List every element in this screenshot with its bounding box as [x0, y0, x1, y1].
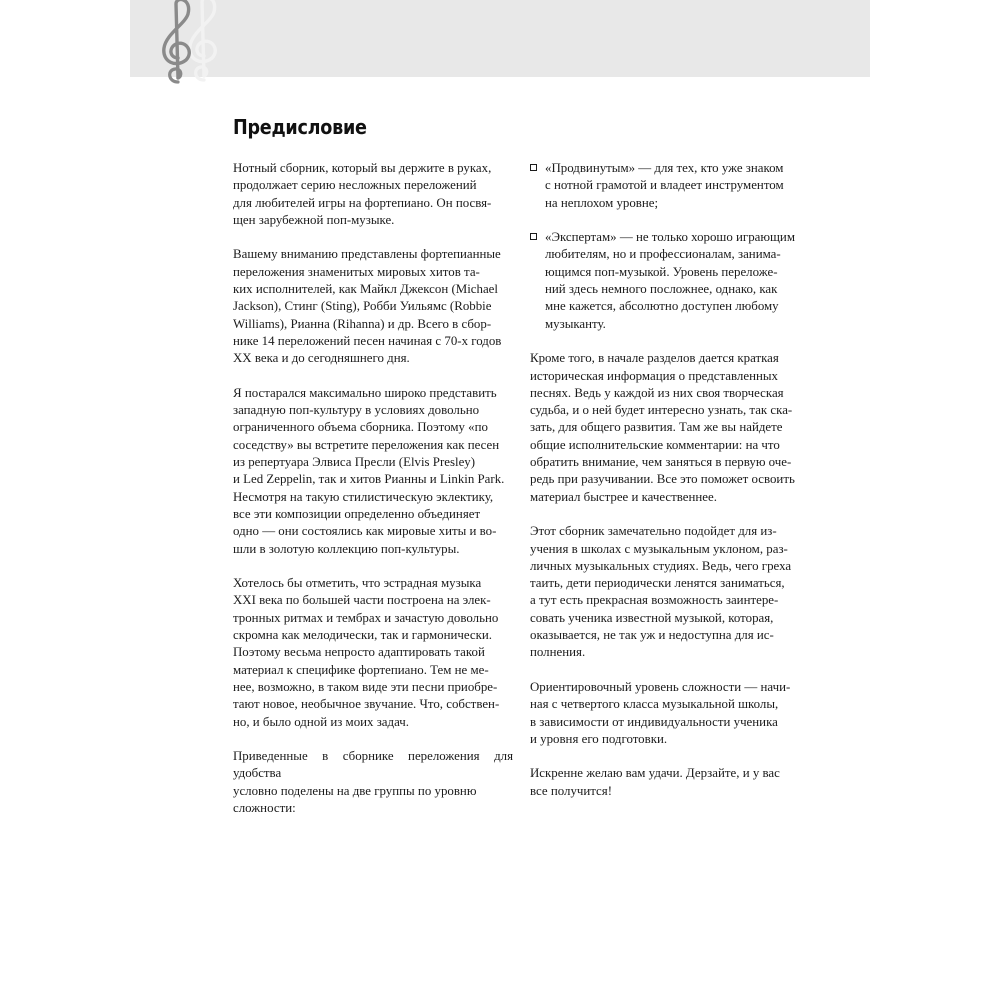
paragraph: Нотный сборник, который вы держите в руках, продолжает серию несложных переложений для любителей игры на фортепиано. Он посвя- щен зарубежной поп-музыке.	[233, 161, 492, 227]
checkbox-bullet-icon	[530, 233, 537, 240]
paragraph: Я постарался максимально широко представить западную поп-культуру в условиях довольно ограниченного объема сборника. Поэтому «по соседству» вы встретите переложения как песен из репертуара Элвиса Пресли (Elvis Presley) и Led Zeppelin, так и хитов Рианны и Linkin Park. Несмотря на такую стилистическую эклектику, все эти композиции определенно объединяет одно — они состоялись как мировые хиты и во- шли в золотую коллекцию поп-культуры.	[233, 385, 505, 556]
paragraph: Хотелось бы отметить, что эстрадная музыка XXI века по большей части построена на элек- тронных ритмах и тембрах и зачастую довольно скромна как мелодически, так и гармонически. Поэтому весьма непросто адаптировать такой материал к специфике фортепиано. Тем не ме- нее, возможно, в таком виде эти песни приобре- тают новое, необычное звучание. Что, собствен- но, и было одной из моих задач.	[233, 576, 500, 729]
paragraph: Приведенные в сборнике переложения для удобства условно поделены на две группы по уровню сложности:	[233, 749, 513, 815]
bullet-text: «Экспертам» — не только хорошо играющим любителям, но и профессионалам, занима- ющимся поп-музыкой. Уровень переложе- ний здесь немного посложнее, однако, как мне кажется, абсолютно доступен любому музыканту.	[545, 230, 795, 331]
right-column	[530, 160, 810, 817]
bullet-text: «Продвинутым» — для тех, кто уже знаком с нотной грамотой и владеет инструментом на неплохом уровне;	[545, 161, 784, 210]
left-column	[233, 160, 513, 835]
paragraph: Искренне желаю вам удачи. Дерзайте, и у вас все получится!	[530, 766, 780, 798]
treble-clef-icon	[154, 0, 234, 84]
bullet-item	[530, 160, 810, 212]
checkbox-bullet-icon	[530, 164, 537, 171]
bullet-item	[530, 229, 810, 333]
paragraph: Кроме того, в начале разделов дается краткая историческая информация о представленных песнях. Ведь у каждой из них своя творческая судьба, и о ней будет интересно узнать, так ска- зать, для общего развития. Там же вы найдете общие исполнительские комментарии: на что обратить внимание, чем заняться в первую оче- редь при разучивании. Все это поможет освоить материал быстрее и качественнее.	[530, 351, 795, 504]
header-band	[130, 0, 870, 77]
paragraph: Этот сборник замечательно подойдет для из- учения в школах с музыкальным уклоном, раз- личных музыкальных студиях. Ведь, чего греха таить, дети периодически ленятся заниматься, а тут есть прекрасная возможность заинтере- совать ученика известной музыкой, которая, оказывается, не так уж и недоступна для ис- полнения.	[530, 524, 792, 660]
page-title: Предисловие	[233, 115, 367, 139]
paragraph: Вашему вниманию представлены фортепианные переложения знаменитых мировых хитов та- ких исполнителей, как Майкл Джексон (Michael Jackson), Стинг (Sting), Робби Уильямс (Robbie Williams), Рианна (Rihanna) и др. Всего в сбор- нике 14 переложений песен начиная с 70-х годов XX века и до сегодняшнего дня.	[233, 247, 502, 366]
paragraph: Ориентировочный уровень сложности — начи- ная с четвертого класса музыкальной школы, в зависимости от индивидуальности ученика и уровня его подготовки.	[530, 679, 791, 746]
